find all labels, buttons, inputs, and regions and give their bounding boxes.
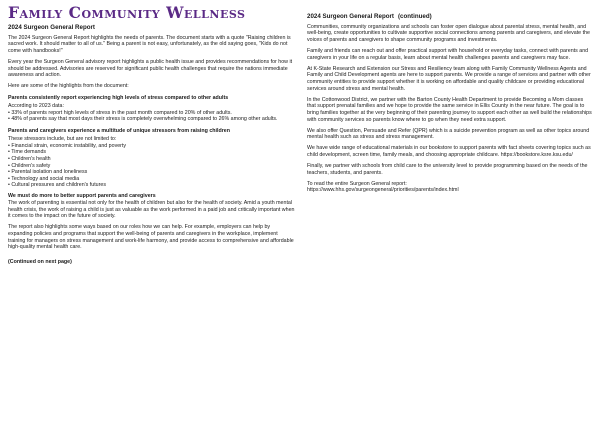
masthead-title: Family Community Wellness (8, 3, 246, 22)
intro-paragraph-2: Every year the Surgeon General advisory report highlights a public health issue and provides recommendations for how it should be addressed. Advisories are reserved for significant public health challenges that require the nations immediate awareness and action. (8, 59, 293, 79)
list-item: • Parental isolation and loneliness (8, 169, 295, 176)
list-item: • Time demands (8, 149, 295, 156)
article-heading: 2024 Surgeon General Report (8, 24, 95, 32)
right-column (307, 13, 593, 194)
paragraph-k-state: At K-State Research and Extension our Stress and Resiliency team along with Family Community Wellness Agents and Family and Child Development agents are here to support parents. We provide a range of services and partner with other community entities to provide support whether it is working on affordable and quality childcare or providing educational services around stress and mental health. (307, 65, 591, 92)
paragraph-communities: Communities, community organizations and schools can foster open dialogue about parental stress, mental health, and well-being, create opportunities to cultivate supportive social connections among parents and caregivers, and elevate the voices of parents and caregivers to shape community programs and investments. (307, 23, 590, 43)
section-3-title: We must do more to better support parents and caregivers (8, 193, 156, 200)
list-item: • Children's health (8, 156, 295, 163)
list-item: • Technology and social media (8, 176, 295, 183)
continued-heading-title: 2024 Surgeon General Report (307, 13, 394, 20)
section-1-title: Parents consistently report experiencing high levels of stress compared to other adults (8, 94, 229, 101)
continued-heading (307, 13, 593, 21)
continued-heading-suffix: (continued) (398, 13, 432, 20)
intro-paragraph-1: The 2024 Surgeon General Report highlights the needs of parents. The document starts with a quote "Raising children is sacred work. It should matter to all of us." Being a parent is not easy, unfortunately, as the old saying goes, "Kids do not come with handbooks!" (8, 34, 291, 55)
list-item: • Financial strain, economic instability, and poverty (8, 143, 295, 150)
paragraph-bookstore: We have wide range of educational materials in our bookstore to support parents with fact sheets covering topics such as child development, screen time, family meals, and choosing appropriate childcare. https://bookstore.ksre.ksu.edu/ (307, 145, 591, 158)
report-link-label: To read the entire Surgeon General report: (307, 180, 407, 187)
paragraph-family-friends: Family and friends can reach out and offer practical support with household or everyday tasks, connect with parents and caregivers in your life on a regular basis, learn about mental health challenges parents and caregivers may face. (307, 48, 589, 61)
paragraph-schools: Finally, we partner with schools from child care to the university level to provide programming based on the needs of the teachers, students, and parents. (307, 163, 588, 176)
section-2-list (8, 136, 295, 189)
section-1-lead: According to 2023 data: (8, 103, 64, 110)
section-1-list (8, 103, 295, 123)
paragraph-cottonwood: In the Cottonwood District, we partner with the Barton County Health Department to provide Becoming a Mom classes that support prenatal families and we hope to provide the same service in Ellis County in the near future. The goal is to bring families together at the very beginning of their parenting journey to support each other as well build the relationships with community services so parents know where to go when they need extra support. (307, 96, 592, 123)
left-column (8, 4, 295, 270)
list-item: • 48% of parents say that most days their stress is completely overwhelming compared to 26% among other adults. (8, 116, 295, 123)
list-item: • 33% of parents report high levels of stress in the past month compared to 20% of other adults. (8, 110, 295, 117)
paragraph-qpr: We also offer Question, Persuade and Refer (QPR) which is a suicide prevention program as well as other topics around mental health such as stress and stress management. (307, 127, 590, 141)
list-item: • Cultural pressures and children's futures (8, 182, 295, 189)
report-link[interactable]: https://www.hhs.gov/surgeongeneral/priorities/parents/index.html (307, 187, 459, 194)
section-2-title: Parents and caregivers experience a multitude of unique stressors from raising children (8, 127, 230, 134)
section-2-lead: These stressors include, but are not limited to: (8, 136, 117, 143)
section-3-paragraph-2: The report also highlights some ways based on our roles how we can help. For example, employers can help by expanding policies and programs that support the well-being of parents and caregivers in the workplace, implement training for managers on stress management and work-life harmony, and provide access to comprehensive and affordable high-quality mental health care. (8, 224, 294, 251)
section-3-paragraph-1: The work of parenting is essential not only for the health of children but also for the health of society. Amid a youth mental health crisis, the work of raising a child is just as valuable as the work performed in a paid job and critically important when it comes to the impact on the future of society. (8, 200, 295, 220)
intro-paragraph-3: Here are some of the highlights from the document: (8, 83, 129, 90)
continued-note: (Continued on next page) (8, 258, 72, 265)
list-item: • Children's safety (8, 163, 295, 170)
